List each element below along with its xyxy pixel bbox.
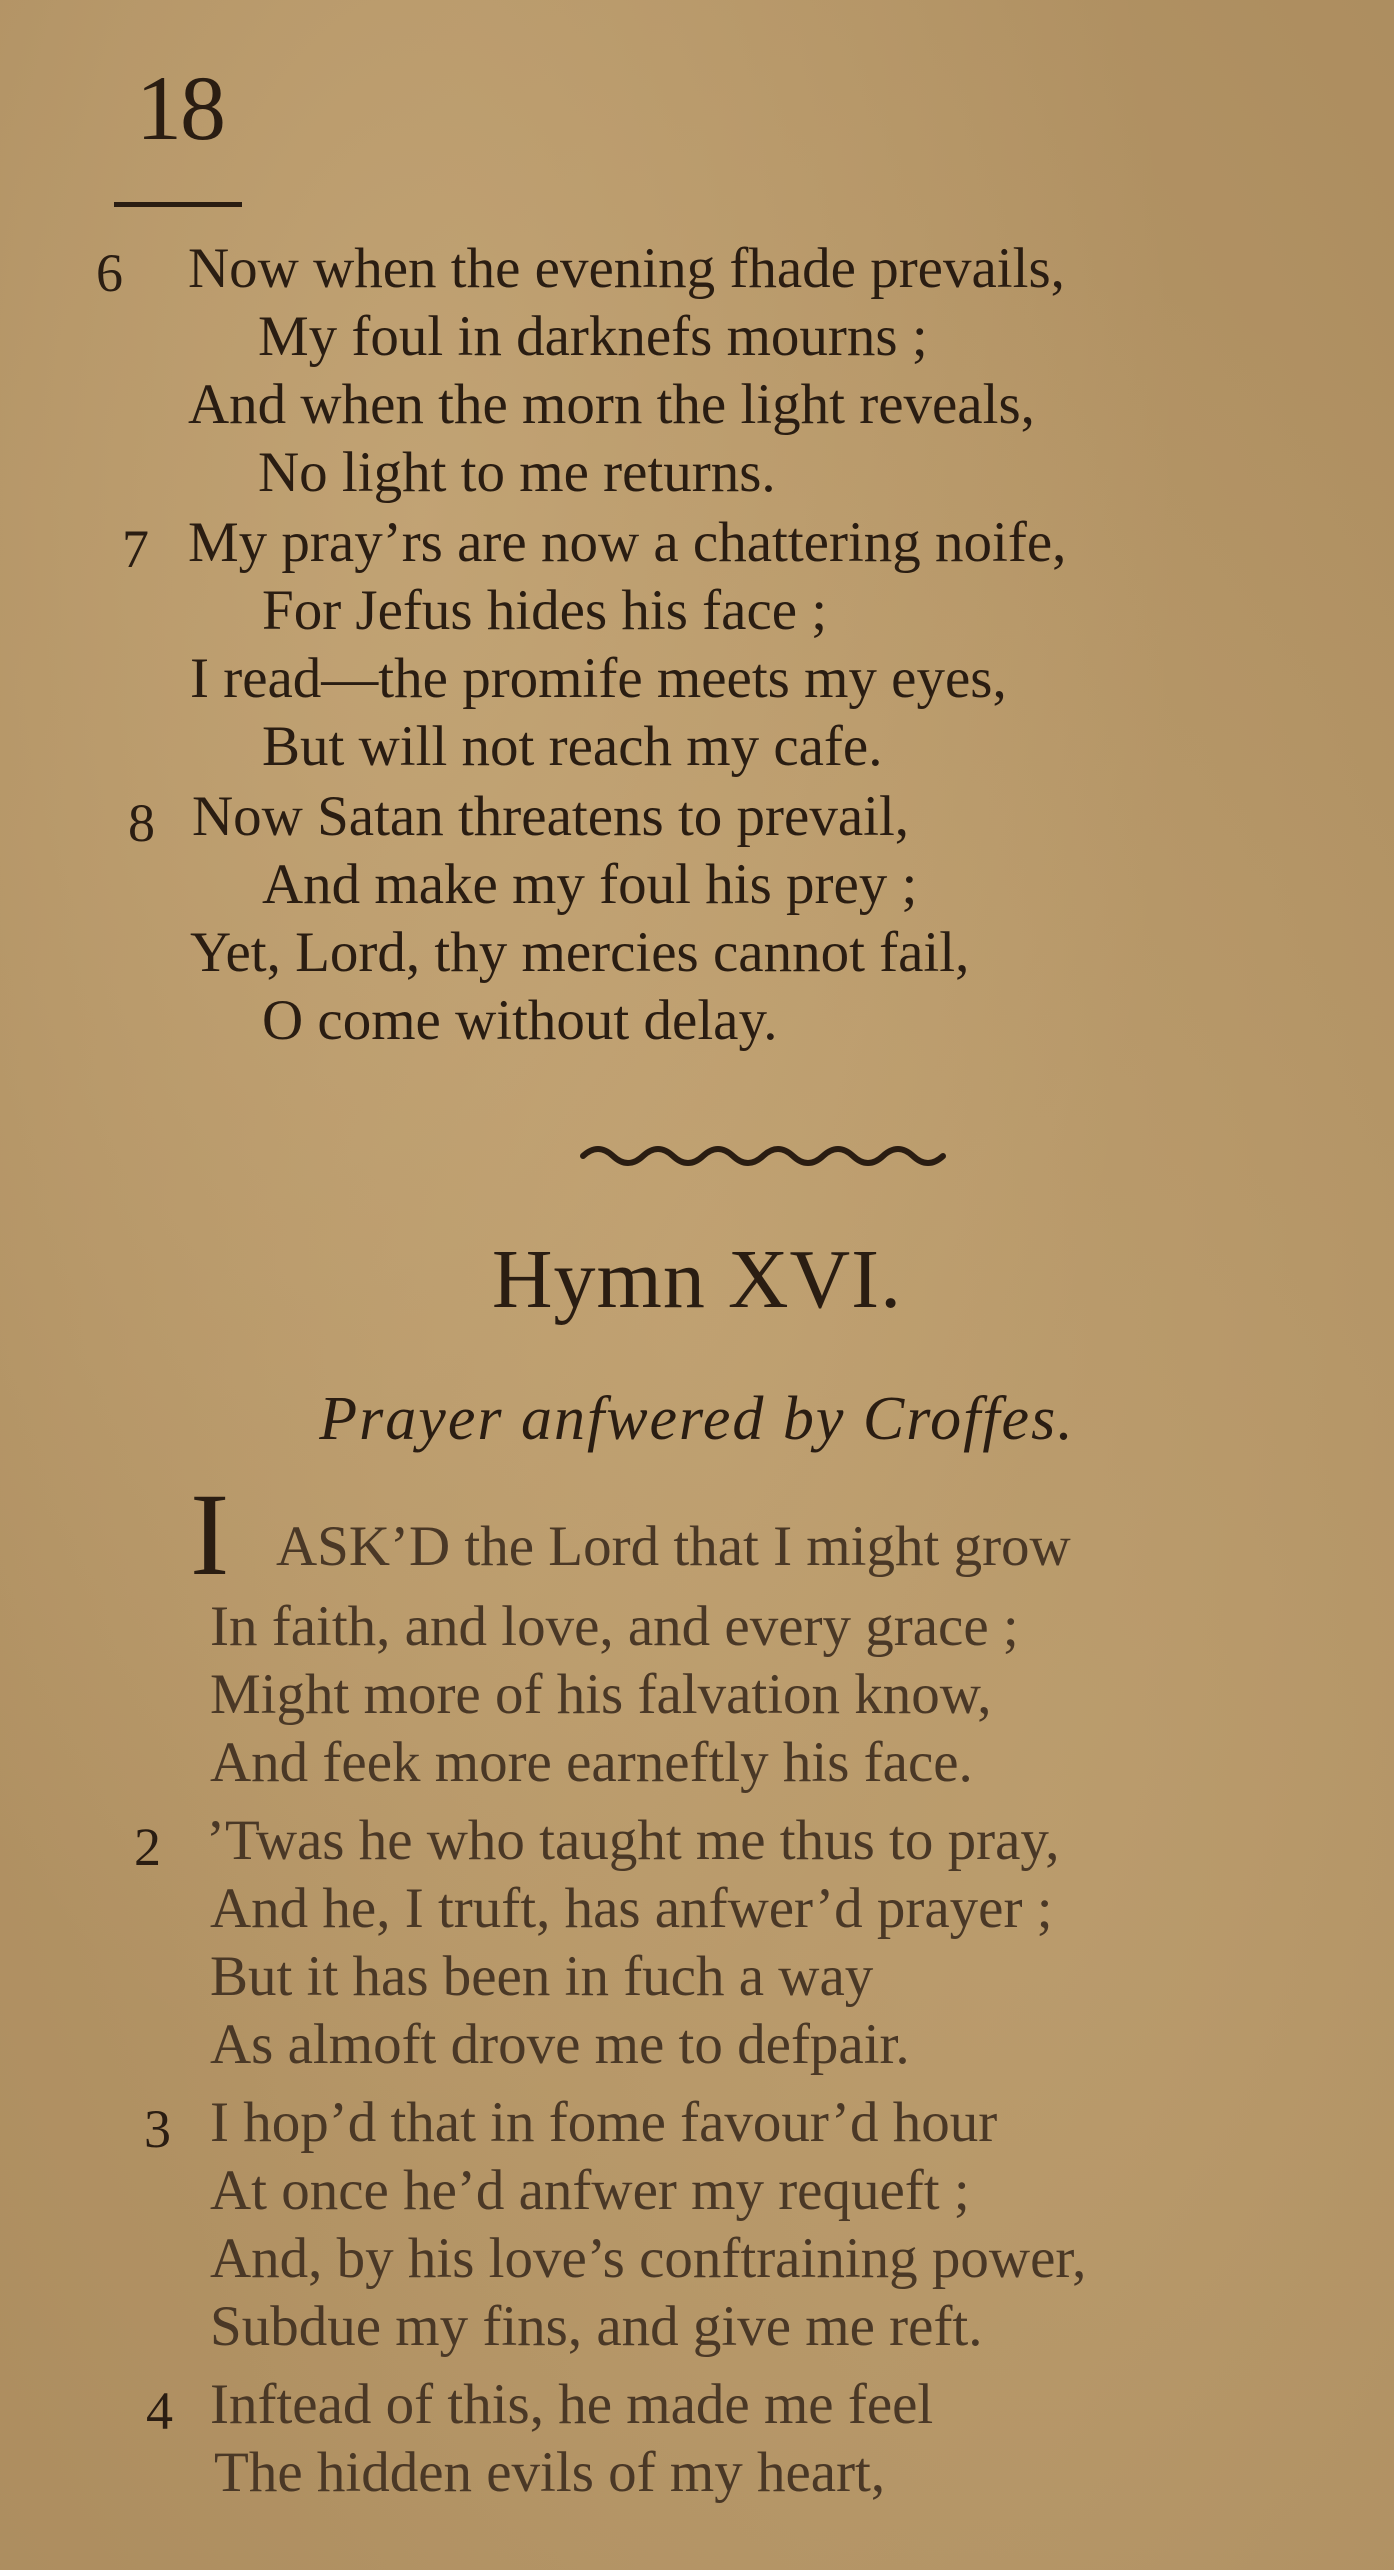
header-rule	[114, 202, 242, 207]
verse-line: My pray’rs are now a chattering noife,	[188, 511, 1067, 574]
verse-line: Inftead of this, he made me feel	[210, 2373, 934, 2436]
verse-line: Now Satan threatens to prevail,	[192, 785, 910, 848]
verse-line: ’Twas he who taught me thus to pray,	[206, 1809, 1060, 1872]
drop-cap: I	[190, 1469, 230, 1600]
stanza-number: 7	[122, 519, 149, 579]
hymn-subtitle: Prayer anfwered by Croffes.	[319, 1385, 1075, 1453]
verse-line: O come without delay.	[262, 989, 778, 1052]
verse-line: Subdue my fins, and give me reft.	[210, 2295, 983, 2358]
verse-line: As almoft drove me to defpair.	[210, 2013, 910, 2076]
verse-line: But will not reach my cafe.	[262, 715, 883, 778]
verse-line: No light to me returns.	[258, 441, 776, 504]
verse-line: My foul in darknefs mourns ;	[258, 305, 928, 368]
verse-line: And, by his love’s conftraining power,	[210, 2227, 1087, 2290]
hymn-title: Hymn XVI.	[491, 1233, 903, 1326]
verse-line: And feek more earneftly his face.	[210, 1731, 973, 1794]
stanza-number: 6	[96, 243, 123, 303]
verse-line: In faith, and love, and every grace ;	[210, 1595, 1019, 1658]
verse-line: And when the morn the light reveals,	[188, 373, 1035, 436]
verse-line: And he, I truft, has anfwer’d prayer ;	[210, 1877, 1053, 1940]
verse-line: Might more of his falvation know,	[210, 1663, 992, 1726]
verse-line: I hop’d that in fome favour’d hour	[210, 2091, 998, 2154]
page-number: 18	[136, 57, 224, 159]
verse-line: And make my foul his prey ;	[262, 853, 918, 916]
stanza-number: 8	[128, 793, 155, 853]
verse-line: At once he’d anfwer my requeft ;	[210, 2159, 970, 2222]
verse-line: ASK’D the Lord that I might grow	[276, 1515, 1071, 1578]
verse-line: Now when the evening fhade prevails,	[188, 237, 1065, 300]
stanza-number: 3	[144, 2099, 171, 2159]
stanza-number: 2	[134, 1817, 161, 1877]
stanza-number: 4	[146, 2381, 173, 2441]
verse-line: But it has been in fuch a way	[210, 1945, 874, 2008]
verse-line: The hidden evils of my heart,	[214, 2441, 886, 2504]
decorative-ornament	[578, 1138, 948, 1168]
verse-line: Yet, Lord, thy mercies cannot fail,	[190, 921, 970, 984]
verse-line: For Jefus hides his face ;	[262, 579, 828, 642]
verse-line: I read—the promife meets my eyes,	[190, 647, 1007, 710]
